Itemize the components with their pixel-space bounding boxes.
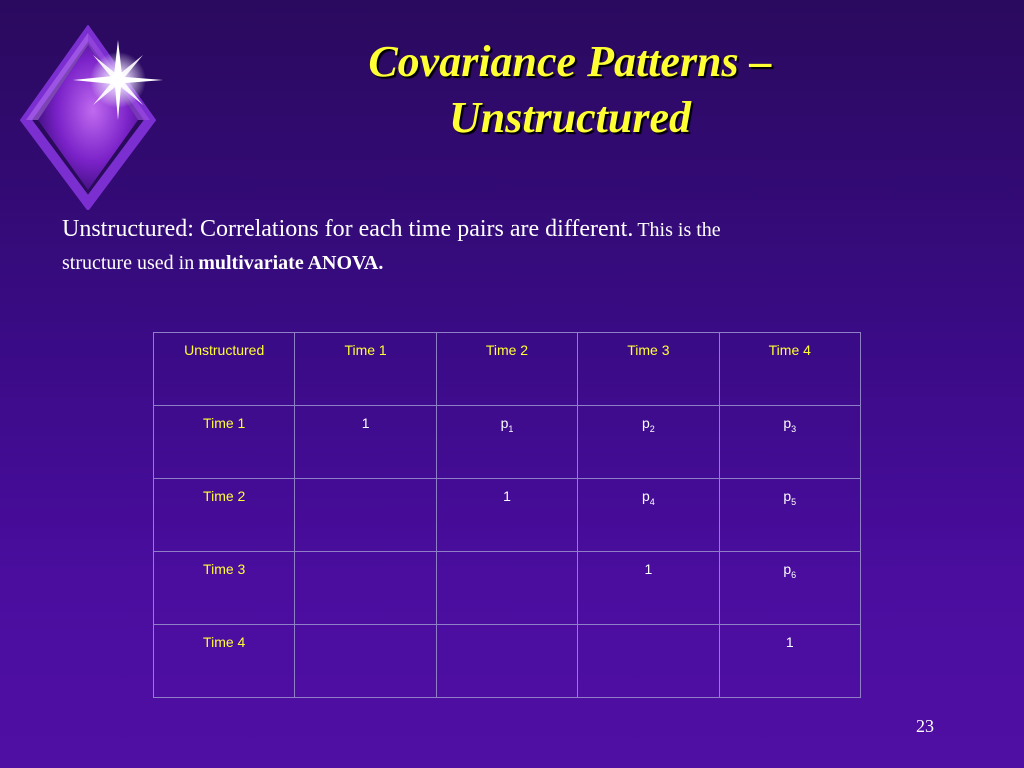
title-line-2: Unstructured (448, 93, 692, 142)
page-number: 23 (916, 716, 934, 736)
row-label-time-2: Time 2 (154, 479, 295, 552)
row-label-time-1: Time 1 (154, 406, 295, 479)
table-cell (436, 625, 577, 698)
header-cell-time-4: Time 4 (719, 333, 860, 406)
table-row (154, 479, 861, 552)
title-line-1: Covariance Patterns – (368, 37, 772, 86)
body-text-bold: multivariate ANOVA. (198, 252, 384, 274)
table-cell: $p_1$ (436, 406, 577, 479)
table-row (154, 406, 861, 479)
body-text-part-2: This is the (637, 219, 721, 241)
table-cell: 1 (578, 552, 719, 625)
header-cell-corner: Unstructured (154, 333, 295, 406)
body-text-part-1: Unstructured: Correlations for each time pairs are different. (62, 216, 634, 242)
table-cell: $p_6$ (719, 552, 860, 625)
table-header-row (154, 333, 861, 406)
table-cell (295, 552, 436, 625)
header-cell-time-3: Time 3 (578, 333, 719, 406)
body-text-part-3: structure used in (62, 252, 195, 274)
diamond-star-logo-icon (18, 25, 168, 210)
body-line-1 (62, 212, 922, 249)
header-cell-time-2: Time 2 (436, 333, 577, 406)
table-cell (295, 479, 436, 552)
table-row (154, 625, 861, 698)
table-cell: 1 (719, 625, 860, 698)
table-cell: $p_5$ (719, 479, 860, 552)
table-cell (578, 625, 719, 698)
slide-title (250, 34, 890, 146)
slide-body-text (62, 212, 922, 279)
table-cell: $p_3$ (719, 406, 860, 479)
body-line-2 (62, 249, 922, 279)
table-row (154, 552, 861, 625)
row-label-time-4: Time 4 (154, 625, 295, 698)
table-cell: 1 (436, 479, 577, 552)
table-cell (436, 552, 577, 625)
table-cell: $p_4$ (578, 479, 719, 552)
row-label-time-3: Time 3 (154, 552, 295, 625)
covariance-matrix-table (153, 332, 861, 698)
table-cell: $p_2$ (578, 406, 719, 479)
table-cell (295, 625, 436, 698)
table-cell: 1 (295, 406, 436, 479)
header-cell-time-1: Time 1 (295, 333, 436, 406)
